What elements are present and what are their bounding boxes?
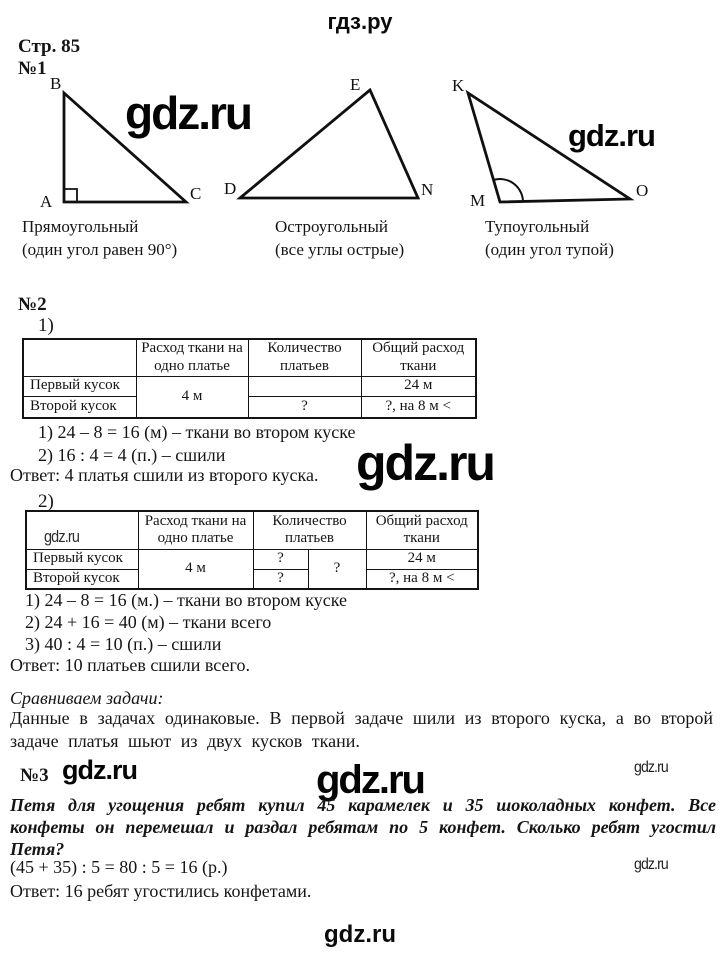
acute-triangle-DEN [224,75,433,199]
gdz-watermark-figure-right: gdz.ru [568,118,655,153]
gdz-watermark-task3-left: gdz.ru [62,755,137,785]
compare-text: Данные в задачах одинаковые. В первой задаче шили из второго куска, а во второй задаче платья шьют из двух кусков ткани. [10,708,713,751]
table-row [26,549,478,569]
compare-title: Сравниваем задачи: [10,688,164,708]
cell-per-dress: 4 м [136,376,248,418]
task2-case2-label: 2) [38,491,54,512]
triangle-type-note: (один угол равен 90°) [22,240,178,259]
task3-problem-text: Петя для угощения ребят купил 45 карамелек и 35 шоколадных конфет. Все конфеты он перемешал и раздал ребятам по 5 конфет. Сколько ребят угостил Петя? [10,795,716,859]
col-header-count: Количество платьев [253,511,366,549]
table-row [23,376,476,396]
vertex-label-N: N [421,180,434,199]
gdz-watermark-task3-right: gdz.ru [634,759,668,776]
task2-case2-solution [25,589,347,655]
vertex-label-A: A [40,192,53,210]
vertex-label-B: B [50,75,62,93]
vertex-label-D: D [224,179,237,198]
cell-count-merged: ? [308,549,366,589]
right-angle-mark [64,189,77,202]
task1-number: №1 [18,58,47,79]
triangle-type-name: Тупоугольный [485,217,590,236]
gdz-watermark-figure: gdz.ru [125,87,251,139]
row-header-piece2: Второй кусок [26,569,138,589]
triangle-type-note: (все углы острые) [275,240,405,259]
triangle-type-name: Прямоугольный [22,217,139,236]
cell-per-dress: 4 м [138,549,253,589]
vertex-label-M: M [470,191,486,210]
row-header-piece2: Второй кусок [23,396,136,418]
task2-case1-label: 1) [38,315,54,336]
triangle-type-name: Остроугольный [275,217,388,236]
gdz-watermark-middle: gdz.ru [356,435,494,491]
col-header-per-dress: Расход ткани на одно платье [138,511,253,549]
solution-step: 2) 24 + 16 = 40 (м) – ткани всего [25,612,272,632]
cell-total-row1: 24 м [361,376,476,396]
solution-step: 1) 24 – 8 = 16 (м) – ткани во втором куске [38,422,356,442]
footer-site-watermark: gdz.ru [324,921,396,948]
table-header-row [26,511,478,549]
triangle-type-obtuse [485,215,614,261]
cell-total-row2: ?, на 8 м < [361,396,476,418]
page-number-label: Стр. 85 [18,36,81,57]
cell-total-row2: ?, на 8 м < [366,569,478,589]
acute-triangle-shape [240,90,418,198]
task2-case1-table [22,338,477,419]
table-corner-cell [26,511,138,549]
solution-step: 1) 24 – 8 = 16 (м.) – ткани во втором куске [25,590,347,610]
table-corner-cell [23,339,136,376]
solution-step: 3) 40 : 4 = 10 (п.) – сшили [25,634,222,654]
col-header-total: Общий расход ткани [366,511,478,549]
col-header-per-dress: Расход ткани на одно платье [136,339,248,376]
task3-answer: Ответ: 16 ребят угостились конфетами. [10,881,312,901]
gdz-watermark-bottom-right: gdz.ru [634,856,668,873]
vertex-label-E: E [350,75,361,94]
solution-step: 2) 16 : 4 = 4 (п.) – сшили [38,445,226,465]
task2-case2-answer: Ответ: 10 платьев сшили всего. [10,655,250,675]
row-header-piece1: Первый кусок [23,376,136,396]
cell-count-row2: ? [248,396,361,418]
task2-case1-answer: Ответ: 4 платья сшили из второго куска. [10,465,319,485]
gdz-watermark-table: gdz.ru [44,527,80,546]
triangle-type-right [22,215,177,261]
cell-count-row2: ? [253,569,308,589]
table-row [23,396,476,418]
vertex-label-O: O [636,181,649,200]
task2-case2-table [25,510,479,590]
gdz-watermark-task3-center: gdz.ru [316,758,424,802]
table-header-row [23,339,476,376]
triangle-type-acute [275,215,404,261]
cell-count-row1 [248,376,361,396]
cell-count-row1: ? [253,549,308,569]
vertex-label-K: K [452,76,465,95]
task2-number: №2 [18,294,47,315]
cell-total-row1: 24 м [366,549,478,569]
vertex-label-C: C [190,184,202,203]
col-header-total: Общий расход ткани [361,339,476,376]
triangle-type-note: (один угол тупой) [485,240,614,259]
col-header-count: Количество платьев [248,339,361,376]
row-header-piece1: Первый кусок [26,549,138,569]
task3-solution: (45 + 35) : 5 = 80 : 5 = 16 (р.) [10,857,228,877]
task2-case1-solution [38,421,356,467]
header-site-watermark: гдз.ру [327,9,393,34]
task3-number: №3 [20,765,49,786]
